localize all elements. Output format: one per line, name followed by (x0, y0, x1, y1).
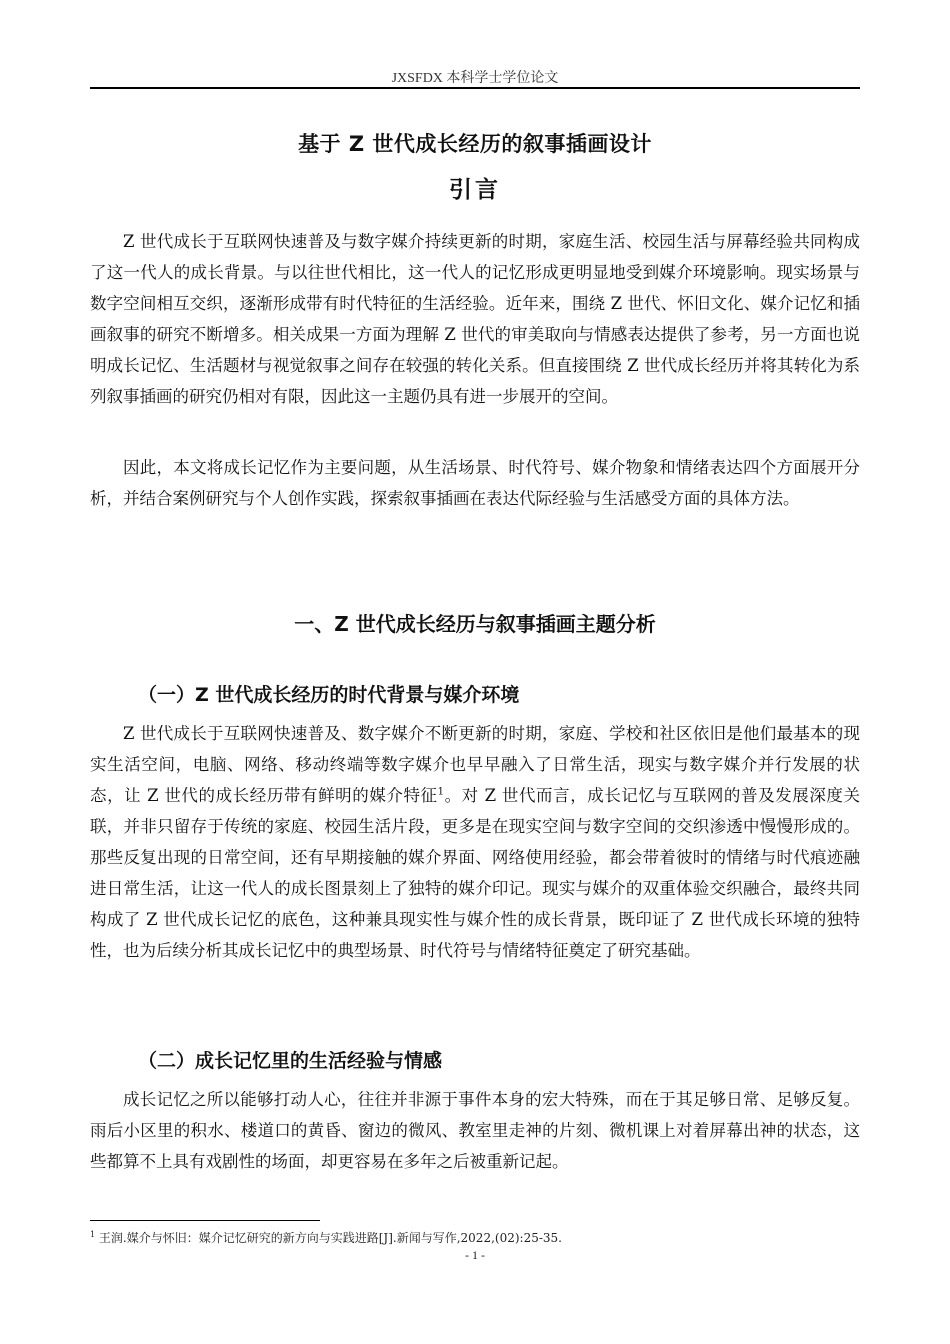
footnote-reference[interactable]: 1 (437, 786, 445, 798)
running-header: JXSFDX 本科学士学位论文 (391, 71, 559, 86)
subsection-2-heading: （二）成长记忆里的生活经验与情感 (138, 1050, 443, 1072)
header-rule (90, 87, 860, 89)
subsection-2-paragraph: 成长记忆之所以能够打动人心，往往并非源于事件本身的宏大特殊，而在于其足够日常、足够反复。雨后小区里的积水、楼道口的黄昏、窗边的微风、教室里走神的片刻、微机课上对着屏幕出神的状态，这些都算不上具有戏剧性的场面，却更容易在多年之后被重新记起。 (90, 1090, 860, 1171)
page-number: - 1 - (465, 1248, 485, 1262)
footnote-rule (90, 1220, 320, 1221)
introduction-heading: 引言 (449, 177, 501, 203)
subsection-1-text-after: 。对 Z 世代而言，成长记忆与互联网的普及发展深度关联，并非只留存于传统的家庭、校园生活片段，更多是在现实空间与数字空间的交织渗透中慢慢形成的。那些反复出现的日常空间，还有早期接触的媒介界面、网络使用经验，都会带着彼时的情绪与时代痕迹融进日常生活，让这一代人的成长图景刻上了独特的媒介印记。现实与媒介的双重体验交织融合，最终共同构成了 Z 世代成长记忆的底色，这种兼具现实性与媒介性的成长背景，既印证了 Z 世代成长环境的独特性，也为后续分析其成长记忆中的典型场景、时代符号与情绪特征奠定了研究基础。 (90, 786, 860, 960)
footnote (90, 1229, 860, 1246)
subsection-1-text-before: Z 世代成长于互联网快速普及、数字媒介不断更新的时期，家庭、学校和社区依旧是他们最基本的现实生活空间，电脑、网络、移动终端等数字媒介也早早融入了日常生活，现实与数字媒介并行发展的状态，让 Z 世代的成长经历带有鲜明的媒介特征 (90, 724, 860, 805)
intro-paragraph-2: 因此，本文将成长记忆作为主要问题，从生活场景、时代符号、媒介物象和情绪表达四个方面展开分析，并结合案例研究与个人创作实践，探索叙事插画在表达代际经验与生活感受方面的具体方法。 (90, 458, 860, 508)
intro-paragraph-1: Z 世代成长于互联网快速普及与数字媒介持续更新的时期，家庭生活、校园生活与屏幕经验共同构成了这一代人的成长背景。与以往世代相比，这一代人的记忆形成更明显地受到媒介环境影响。现实场景与数字空间相互交织，逐渐形成带有时代特征的生活经验。近年来，围绕 Z 世代、怀旧文化、媒介记忆和插画叙事的研究不断增多。相关成果一方面为理解 Z 世代的审美取向与情感表达提供了参考，另一方面也说明成长记忆、生活题材与视觉叙事之间存在较强的转化关系。但直接围绕 Z 世代成长经历并将其转化为系列叙事插画的研究仍相对有限，因此这一主题仍具有进一步展开的空间。 (90, 232, 860, 406)
footnote-text: 王润.媒介与怀旧：媒介记忆研究的新方向与实践进路[J].新闻与写作,2022,(02):25-35. (98, 1231, 562, 1245)
footnote-mark: 1 (90, 1230, 96, 1239)
subsection-1-heading: （一）Z 世代成长经历的时代背景与媒介环境 (138, 684, 520, 706)
subsection-1-paragraph (90, 718, 860, 966)
thesis-title: 基于 Z 世代成长经历的叙事插画设计 (298, 132, 652, 156)
section-1-heading: 一、Z 世代成长经历与叙事插画主题分析 (294, 612, 656, 636)
